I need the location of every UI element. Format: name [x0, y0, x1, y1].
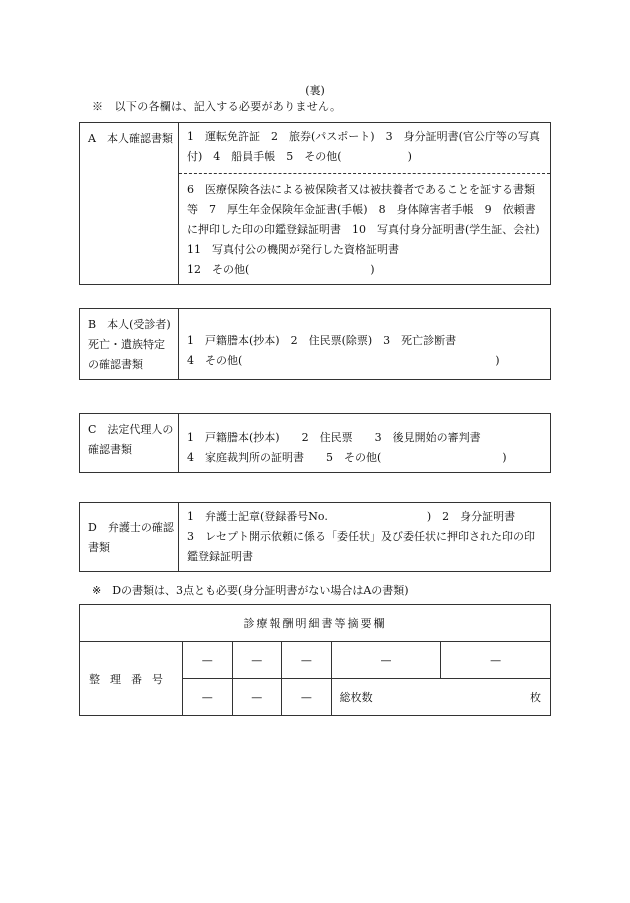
section-a-line3: 12 その他( ): [187, 263, 375, 276]
section-d-table: [79, 502, 551, 572]
total-sheets-label: 総枚数: [339, 691, 373, 704]
section-b-line2: 4 その他( ): [187, 354, 500, 367]
section-b-body: [179, 309, 551, 380]
ref-number-cell: —: [183, 642, 233, 679]
summary-row-label: 整理番号: [80, 642, 183, 716]
section-b-label: B 本人(受診者)死亡・遺族特定の確認書類: [80, 309, 179, 380]
section-d-label: D 弁護士の確認書類: [80, 503, 179, 572]
section-c-line1: 1 戸籍謄本(抄本) 2 住民票 3 後見開始の審判書: [187, 431, 481, 444]
section-c-body: [179, 414, 551, 473]
ref-number-cell: —: [232, 679, 282, 716]
section-b-table: [79, 308, 551, 380]
summary-table: [79, 604, 551, 716]
total-sheets-unit: 枚: [530, 691, 541, 704]
section-a-label: A 本人確認書類: [80, 123, 179, 285]
section-a-line2: 6 医療保険各法による被保険者又は被扶養者であることを証する書類等 7 厚生年金保険年金証書(手帳) 8 身体障害者手帳 9 依頼書に押印した印の印鑑登録証明書 10 写真付身分証明書(学生証、会社) 11 写真付公の機関が発行した資格証明書: [187, 183, 551, 256]
section-d-line1: 1 弁護士記章(登録番号No. ) 2 身分証明書: [187, 510, 516, 523]
section-a-line1: 1 運転免許証 2 旅券(パスポート) 3 身分証明書(官公庁等の写真付) 4 船員手帳 5 その他( ): [187, 130, 540, 163]
ref-number-cell: —: [282, 679, 332, 716]
section-d-line2: 3 レセプト開示依頼に係る「委任状」及び委任状に押印された印の印鑑登録証明書: [187, 530, 535, 563]
section-d-body: [179, 503, 551, 572]
ref-number-cell: —: [232, 642, 282, 679]
page-side-label: (裏): [305, 84, 325, 97]
ref-number-cell: —: [282, 642, 332, 679]
section-a-table: [79, 122, 551, 285]
section-c-table: [79, 413, 551, 473]
dashed-divider: [179, 173, 550, 174]
section-b-line1: 1 戸籍謄本(抄本) 2 住民票(除票) 3 死亡診断書: [187, 334, 457, 347]
total-sheets-cell: [331, 679, 550, 716]
ref-number-cell: —: [331, 642, 441, 679]
summary-title: 診療報酬明細書等摘要欄: [80, 605, 551, 642]
instruction-note: ※ 以下の各欄は、記入する必要がありません。: [92, 100, 342, 113]
ref-number-cell: —: [183, 679, 233, 716]
section-a-body: [179, 123, 551, 285]
section-d-note: ※ Dの書類は、3点とも必要(身分証明書がない場合はAの書類): [92, 584, 409, 597]
section-c-line2: 4 家庭裁判所の証明書 5 その他( ): [187, 451, 507, 464]
section-c-label: C 法定代理人の確認書類: [80, 414, 179, 473]
ref-number-cell: —: [441, 642, 551, 679]
